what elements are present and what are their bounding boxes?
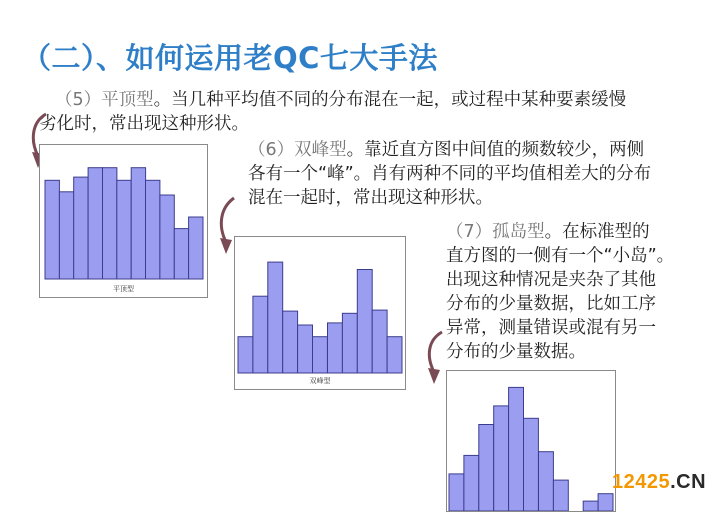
section-double-peak-text-2: 各有一个“峰”。肖有两种不同的平均值相差大的分布 xyxy=(248,164,652,184)
histogram-bar xyxy=(494,406,509,511)
section-island-text-1: 。在标准型的 xyxy=(544,222,650,242)
section-flat-top-text-1: 。当几种平均值不同的分布混在一起，或过程中某种要素缓慢 xyxy=(153,90,627,110)
histogram-bar xyxy=(131,168,145,279)
histogram-bar xyxy=(372,310,387,373)
histogram-bar xyxy=(160,195,174,279)
histogram-bar xyxy=(298,325,313,373)
histogram-bar xyxy=(357,270,372,374)
histogram-flat-top xyxy=(39,144,208,298)
histogram-double-peak xyxy=(234,236,406,390)
histogram-bar xyxy=(449,474,464,511)
histogram-bar xyxy=(328,323,343,373)
section-double-peak xyxy=(248,138,688,210)
histogram-flat-top-plot xyxy=(40,145,207,297)
histogram-bar xyxy=(479,425,494,512)
histogram-bar xyxy=(553,480,568,511)
histogram-bar xyxy=(88,168,102,279)
section-island-text-5: 异常，测量错误或混有另一 xyxy=(446,318,656,338)
histogram-bar xyxy=(74,177,88,279)
histogram-island xyxy=(446,370,616,512)
watermark-domain: .CN xyxy=(670,471,707,493)
section-island-text-2: 直方图的一侧有一个“小岛”。 xyxy=(446,246,675,266)
watermark-logo xyxy=(612,471,706,494)
section-double-peak-text-1: 。靠近直方图中间值的频数较少，两侧 xyxy=(346,140,645,160)
slide-title: （二）、如何运用老QC七大手法 xyxy=(22,41,438,75)
histogram-bar xyxy=(268,262,283,373)
watermark-number: 12425 xyxy=(612,471,671,493)
section-double-peak-head: （6）双峰型 xyxy=(248,140,347,160)
section-island-head: （7）孤岛型 xyxy=(446,222,545,242)
histogram-bar xyxy=(524,418,539,511)
histogram-bar xyxy=(598,494,613,511)
histogram-bar xyxy=(117,180,131,279)
histogram-bar xyxy=(174,229,188,279)
section-island-text-6: 分布的少量数据。 xyxy=(446,342,586,362)
histogram-island-plot xyxy=(447,371,615,511)
histogram-bar xyxy=(146,180,160,279)
histogram-flat-top-label: 平顶型 xyxy=(113,285,134,293)
histogram-bar xyxy=(189,217,203,279)
histogram-bar xyxy=(283,311,298,373)
histogram-bar xyxy=(45,180,59,279)
histogram-double-peak-plot xyxy=(235,237,405,389)
histogram-bar xyxy=(509,387,524,511)
section-flat-top-head: （5）平顶型 xyxy=(55,90,154,110)
histogram-bar xyxy=(313,337,328,373)
histogram-bar xyxy=(539,452,554,511)
histogram-bar xyxy=(59,192,73,279)
section-island-text-3: 出现这种情况是夹杂了其他 xyxy=(446,270,656,290)
section-island-text-4: 分布的少量数据，比如工序 xyxy=(446,294,656,314)
histogram-bar xyxy=(103,168,117,279)
section-island xyxy=(446,220,701,364)
curved-arrow-icon xyxy=(424,330,446,388)
histogram-bar xyxy=(342,313,357,373)
histogram-double-peak-label: 双峰型 xyxy=(309,377,331,385)
histogram-bar xyxy=(387,337,402,373)
section-flat-top-text-2: 劣化时，常出现这种形状。 xyxy=(39,114,249,134)
section-flat-top xyxy=(39,88,695,136)
histogram-bar xyxy=(238,337,253,373)
histogram-bar xyxy=(253,296,268,373)
section-double-peak-text-3: 混在一起时，常出现这种形状。 xyxy=(248,188,493,208)
